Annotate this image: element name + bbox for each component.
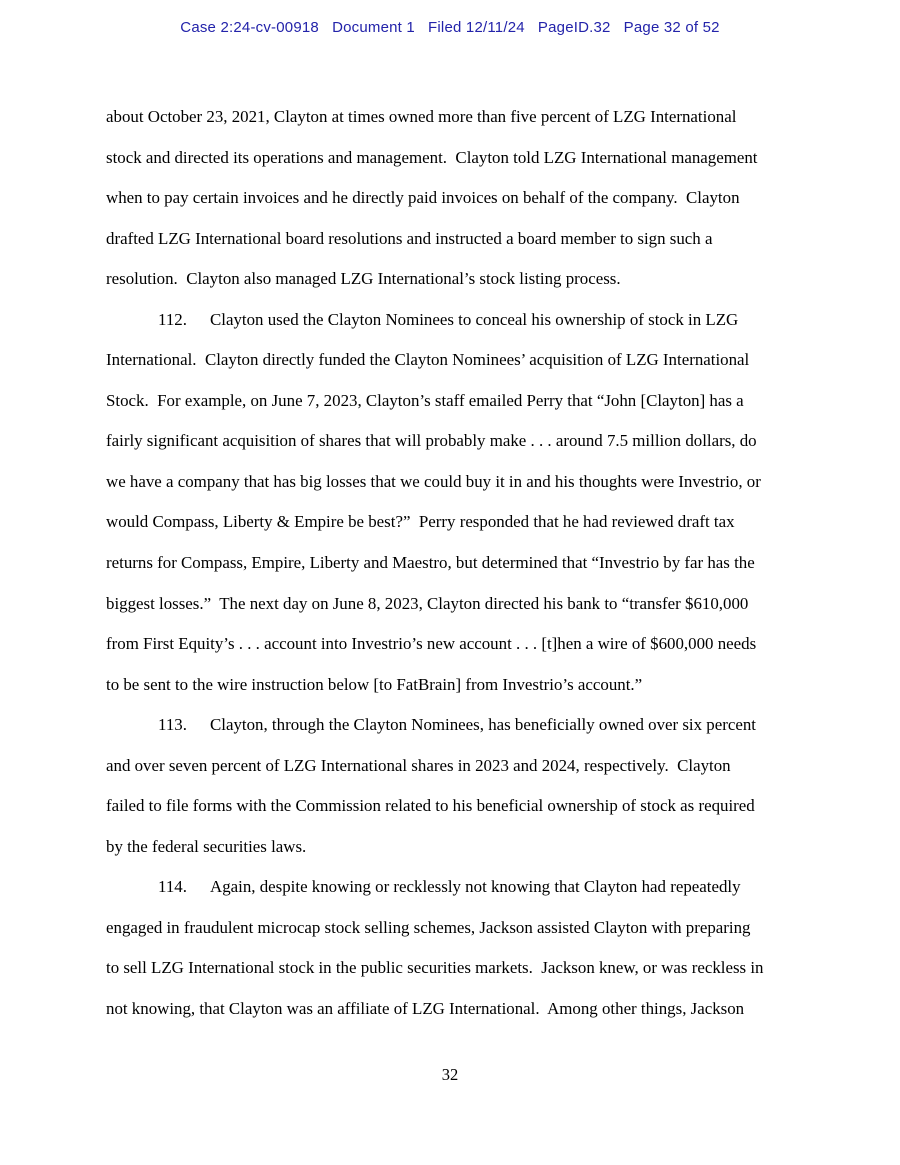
page-number: 32 (441, 1065, 459, 1084)
doc-line: biggest losses.” The next day on June 8, 2023, Clayton directed his bank to “transfer $610,000 (106, 593, 749, 613)
doc-line: to sell LZG International stock in the public securities markets. Jackson knew, or was reckless in (106, 958, 764, 978)
doc-line: would Compass, Liberty & Empire be best?” Perry responded that he had reviewed draft tax (106, 512, 735, 532)
paragraph-number: 113. (158, 715, 187, 735)
paragraph-text: Again, despite knowing or recklessly not knowing that Clayton had repeatedly (210, 877, 741, 897)
doc-line: returns for Compass, Empire, Liberty and Maestro, but determined that “Investrio by far has the (106, 553, 755, 573)
paragraph-text: Clayton used the Clayton Nominees to conceal his ownership of stock in LZG (210, 309, 739, 329)
doc-line: and over seven percent of LZG International shares in 2023 and 2024, respectively. Clayton (106, 755, 731, 775)
doc-line: to be sent to the wire instruction below [to FatBrain] from Investrio’s account.” (106, 674, 643, 694)
doc-line: resolution. Clayton also managed LZG International’s stock listing process. (106, 269, 621, 289)
doc-line: stock and directed its operations and management. Clayton told LZG International management (106, 147, 758, 167)
paragraph-number: 112. (158, 309, 187, 329)
doc-line: International. Clayton directly funded the Clayton Nominees’ acquisition of LZG International (106, 350, 750, 370)
doc-line: we have a company that has big losses that we could buy it in and his thoughts were Investrio, or (106, 471, 761, 491)
doc-line: fairly significant acquisition of shares that will probably make . . . around 7.5 million dollars, do (106, 431, 757, 451)
doc-line (106, 705, 810, 746)
doc-line: not knowing, that Clayton was an affiliate of LZG International. Among other things, Jackson (106, 999, 745, 1019)
doc-line (106, 300, 810, 341)
case-stamp-header: Case 2:24-cv-00918 Document 1 Filed 12/11/24 PageID.32 Page 32 of 52 (180, 19, 720, 36)
doc-line: from First Equity’s . . . account into Investrio’s new account . . . [t]hen a wire of $600,000 needs (106, 634, 757, 654)
doc-line: by the federal securities laws. (106, 836, 307, 856)
document-body (106, 97, 810, 1030)
doc-line: failed to file forms with the Commission related to his beneficial ownership of stock as required (106, 796, 755, 816)
paragraph-number: 114. (158, 877, 187, 897)
paragraph-text: Clayton, through the Clayton Nominees, has beneficially owned over six percent (210, 715, 756, 735)
doc-line: Stock. For example, on June 7, 2023, Clayton’s staff emailed Perry that “John [Clayton] has a (106, 390, 744, 410)
doc-line: about October 23, 2021, Clayton at times owned more than five percent of LZG International (106, 107, 737, 126)
doc-line (106, 867, 810, 908)
doc-line: when to pay certain invoices and he directly paid invoices on behalf of the company. Clayton (106, 188, 740, 208)
doc-line: drafted LZG International board resolutions and instructed a board member to sign such a (106, 228, 713, 248)
doc-line: engaged in fraudulent microcap stock selling schemes, Jackson assisted Clayton with preparing (106, 917, 751, 937)
